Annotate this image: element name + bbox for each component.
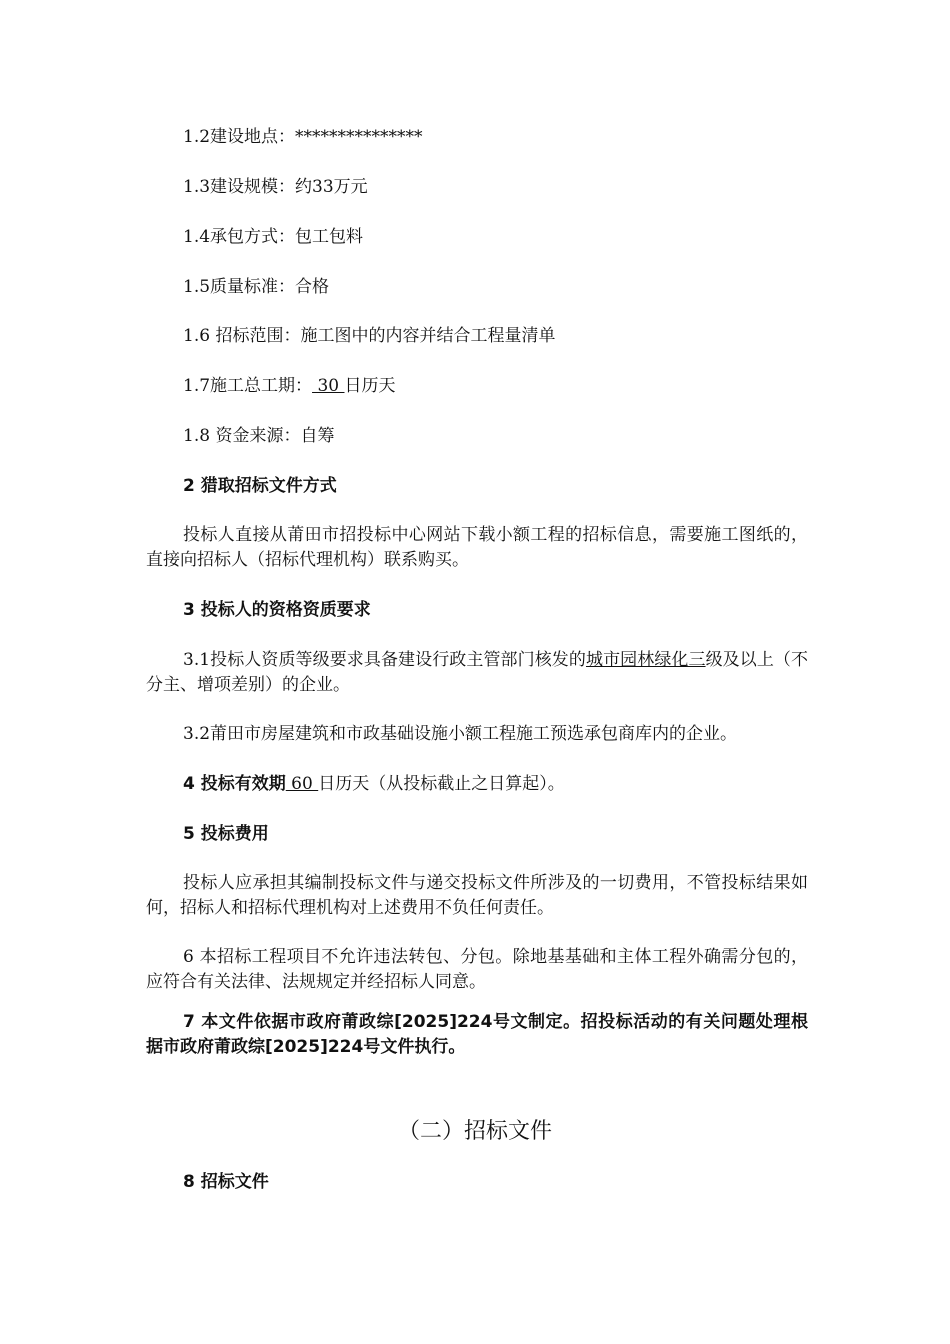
item-1-3: 1.3建设规模：约33万元 [183,177,368,197]
section-3-2: 3.2莆田市房屋建筑和市政基础设施小额工程施工预选承包商库内的企业。 [183,724,738,744]
section-3-1-text-end: 级及以上（不分主、增项差别）的企业。 [146,650,808,695]
section-5-title: 5 投标费用 [183,824,269,844]
section-3-1 [146,648,808,698]
item-1-7 [183,374,396,398]
item-1-4: 1.4承包方式：包工包料 [183,227,364,247]
section-6-body: 6 本招标工程项目不允许违法转包、分包。除地基基础和主体工程外确需分包的，应符合有关法律、法规规定并经招标人同意。 [146,947,808,992]
section-2-body: 投标人直接从莆田市招投标中心网站下载小额工程的招标信息，需要施工图纸的，直接向招标人（招标代理机构）联系购买。 [146,525,808,570]
item-1-7-value: 30 [312,376,345,396]
section-5-body: 投标人应承担其编制投标文件与递交投标文件所涉及的一切费用，不管投标结果如何，招标人和招标代理机构对上述费用不负任何责任。 [146,873,808,918]
section-3-title: 3 投标人的资格资质要求 [183,600,371,620]
item-1-8: 1.8 资金来源：自筹 [183,426,335,446]
section-4-unit: 日历天（从投标截止之日算起）。 [318,774,565,794]
item-1-2: 1.2建设地点：*************** [183,127,423,147]
section-7-body: 7 本文件依据市政府莆政综[2025]224号文制定。招投标活动的有关问题处理根据市政府莆政综[2025]224号文件执行。 [146,1012,808,1057]
section-2-title: 2 猎取招标文件方式 [183,476,337,496]
section-3-1-underline: 城市园林绿化三 [585,650,706,670]
section-4 [183,772,565,796]
section-8-title: 8 招标文件 [183,1172,269,1192]
section-4-value: 60 [285,774,319,794]
item-1-5: 1.5质量标准：合格 [183,277,330,297]
item-1-7-label: 1.7施工总工期： [183,376,313,396]
item-1-7-unit: 日历天 [344,376,396,396]
section-heading: （二）招标文件 [397,1119,552,1144]
section-4-label: 4 投标有效期 [183,774,286,794]
item-1-6: 1.6 招标范围：施工图中的内容并结合工程量清单 [183,326,556,346]
section-3-1-text: 3.1投标人资质等级要求具备建设行政主管部门核发的 [183,650,586,670]
